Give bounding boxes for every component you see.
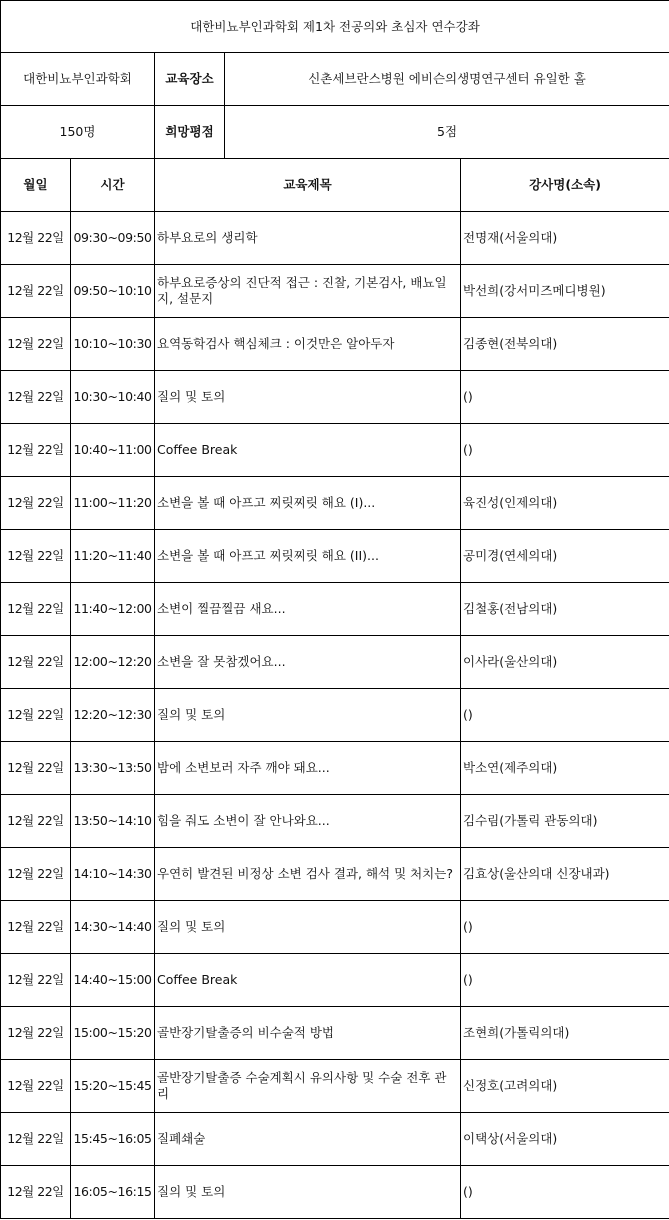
schedule-row: [1, 265, 669, 318]
row-time: 15:45~16:05: [71, 1113, 155, 1166]
row-lecturer: 이택상(서울의대): [461, 1113, 669, 1166]
row-lecturer: 박소연(제주의대): [461, 742, 669, 795]
row-lecturer: (): [461, 954, 669, 1007]
row-date: 12월 22일: [1, 583, 71, 636]
row-topic: 질폐쇄술: [155, 1113, 461, 1166]
row-time: 15:00~15:20: [71, 1007, 155, 1060]
row-date: 12월 22일: [1, 901, 71, 954]
row-time: 13:30~13:50: [71, 742, 155, 795]
schedule-row: [1, 636, 669, 689]
row-topic: 골반장기탈출증 수술계획시 유의사항 및 수술 전후 관리: [155, 1060, 461, 1113]
row-lecturer: 육진성(인제의대): [461, 477, 669, 530]
row-lecturer: 이사라(울산의대): [461, 636, 669, 689]
schedule-row: [1, 424, 669, 477]
row-time: 10:40~11:00: [71, 424, 155, 477]
row-date: 12월 22일: [1, 530, 71, 583]
row-topic: 소변이 찔끔찔끔 새요...: [155, 583, 461, 636]
row-date: 12월 22일: [1, 1113, 71, 1166]
row-date: 12월 22일: [1, 795, 71, 848]
schedule-row: [1, 530, 669, 583]
header-lecturer: 강사명(소속): [461, 159, 669, 212]
row-date: 12월 22일: [1, 1007, 71, 1060]
row-time: 09:30~09:50: [71, 212, 155, 265]
row-lecturer: 전명재(서울의대): [461, 212, 669, 265]
row-time: 15:20~15:45: [71, 1060, 155, 1113]
row-date: 12월 22일: [1, 636, 71, 689]
row-date: 12월 22일: [1, 265, 71, 318]
row-topic: 질의 및 토의: [155, 371, 461, 424]
row-date: 12월 22일: [1, 477, 71, 530]
row-time: 10:10~10:30: [71, 318, 155, 371]
schedule-row: [1, 583, 669, 636]
row-topic: 밤에 소변보러 자주 깨야 돼요...: [155, 742, 461, 795]
row-time: 16:05~16:15: [71, 1166, 155, 1219]
schedule-row: [1, 1113, 669, 1166]
schedule-row: [1, 848, 669, 901]
schedule-row: [1, 1166, 669, 1219]
row-time: 12:00~12:20: [71, 636, 155, 689]
column-header-row: [1, 159, 669, 212]
row-date: 12월 22일: [1, 1060, 71, 1113]
row-date: 12월 22일: [1, 371, 71, 424]
row-topic: 질의 및 토의: [155, 689, 461, 742]
row-topic: 하부요로증상의 진단적 접근 : 진찰, 기본검사, 배뇨일지, 설문지: [155, 265, 461, 318]
row-time: 14:40~15:00: [71, 954, 155, 1007]
schedule-row: [1, 689, 669, 742]
row-date: 12월 22일: [1, 742, 71, 795]
row-lecturer: (): [461, 689, 669, 742]
schedule-row: [1, 371, 669, 424]
row-lecturer: 조현희(가톨릭의대): [461, 1007, 669, 1060]
title-row: [1, 1, 669, 53]
row-time: 11:20~11:40: [71, 530, 155, 583]
schedule-row: [1, 901, 669, 954]
row-date: 12월 22일: [1, 954, 71, 1007]
schedule-row: [1, 742, 669, 795]
row-topic: Coffee Break: [155, 424, 461, 477]
row-lecturer: 김효상(울산의대 신장내과): [461, 848, 669, 901]
row-lecturer: 박선희(강서미즈메디병원): [461, 265, 669, 318]
row-time: 11:40~12:00: [71, 583, 155, 636]
row-time: 11:00~11:20: [71, 477, 155, 530]
row-time: 13:50~14:10: [71, 795, 155, 848]
row-time: 10:30~10:40: [71, 371, 155, 424]
row-time: 12:20~12:30: [71, 689, 155, 742]
row-time: 14:30~14:40: [71, 901, 155, 954]
row-lecturer: 김수림(가톨릭 관동의대): [461, 795, 669, 848]
row-topic: 소변을 볼 때 아프고 찌릿찌릿 해요 (I)...: [155, 477, 461, 530]
venue-label: 교육장소: [155, 53, 225, 106]
row-topic: 소변을 볼 때 아프고 찌릿찌릿 해요 (II)...: [155, 530, 461, 583]
row-lecturer: (): [461, 424, 669, 477]
row-topic: 우연히 발견된 비정상 소변 검사 결과, 해석 및 처치는?: [155, 848, 461, 901]
points-label: 희망평점: [155, 106, 225, 159]
row-topic: 힘을 줘도 소변이 잘 안나와요...: [155, 795, 461, 848]
page-title: 대한비뇨부인과학회 제1차 전공의와 초심자 연수강좌: [1, 1, 669, 53]
row-date: 12월 22일: [1, 318, 71, 371]
row-topic: 질의 및 토의: [155, 1166, 461, 1219]
points-value: 5점: [225, 106, 669, 159]
row-lecturer: 김종현(전북의대): [461, 318, 669, 371]
header-date: 월일: [1, 159, 71, 212]
schedule-row: [1, 1007, 669, 1060]
row-date: 12월 22일: [1, 212, 71, 265]
header-time: 시간: [71, 159, 155, 212]
row-lecturer: 김철홍(전남의대): [461, 583, 669, 636]
row-date: 12월 22일: [1, 689, 71, 742]
schedule-row: [1, 954, 669, 1007]
row-lecturer: 공미경(연세의대): [461, 530, 669, 583]
header-topic: 교육제목: [155, 159, 461, 212]
schedule-row: [1, 795, 669, 848]
row-topic: 소변을 잘 못참겠어요...: [155, 636, 461, 689]
row-lecturer: (): [461, 371, 669, 424]
capacity-value: 150명: [1, 106, 155, 159]
row-lecturer: (): [461, 1166, 669, 1219]
organizer-cell: 대한비뇨부인과학회: [1, 53, 155, 106]
schedule-row: [1, 1060, 669, 1113]
row-topic: Coffee Break: [155, 954, 461, 1007]
row-topic: 골반장기탈출증의 비수술적 방법: [155, 1007, 461, 1060]
schedule-row: [1, 212, 669, 265]
row-time: 14:10~14:30: [71, 848, 155, 901]
row-topic: 하부요로의 생리학: [155, 212, 461, 265]
row-date: 12월 22일: [1, 424, 71, 477]
venue-row: [1, 53, 669, 106]
row-date: 12월 22일: [1, 848, 71, 901]
capacity-row: [1, 106, 669, 159]
row-lecturer: 신정호(고려의대): [461, 1060, 669, 1113]
row-lecturer: (): [461, 901, 669, 954]
row-topic: 요역동학검사 핵심체크 : 이것만은 알아두자: [155, 318, 461, 371]
schedule-row: [1, 318, 669, 371]
row-time: 09:50~10:10: [71, 265, 155, 318]
venue-value: 신촌세브란스병원 에비슨의생명연구센터 유일한 홀: [225, 53, 669, 106]
schedule-row: [1, 477, 669, 530]
row-topic: 질의 및 토의: [155, 901, 461, 954]
row-date: 12월 22일: [1, 1166, 71, 1219]
